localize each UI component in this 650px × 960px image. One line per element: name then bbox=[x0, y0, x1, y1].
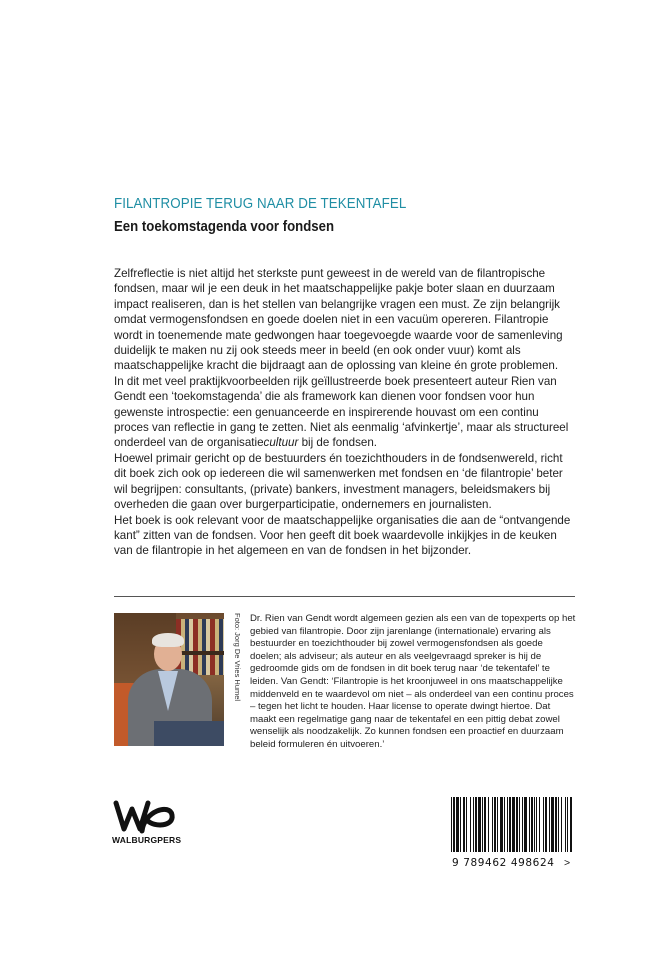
author-photo bbox=[114, 613, 224, 746]
publisher-name: WALBURGPERS bbox=[112, 835, 182, 845]
isbn-barcode bbox=[450, 797, 574, 852]
blurb-paragraph-2-start: In dit met veel praktijkvoorbeelden rijk geïllustreerde boek presenteert auteur Rien van Gendt een ‘toekomstagenda’ die als framework kan dienen voor fondsen voor hun gewenste introspectie: een genuanceerde en inspirerende houvast om een continu proces van reflectie in gang te zetten. Niet als eenmalig ‘afvinkertje’, maar als structureel onderdeel van de organisatie bbox=[114, 374, 569, 450]
blurb-text bbox=[114, 266, 576, 559]
book-subtitle: Een toekomstagenda voor fondsen bbox=[114, 218, 335, 235]
blurb-paragraph-2 bbox=[114, 374, 576, 451]
blurb-emphasis: cultuur bbox=[263, 436, 299, 450]
photo-credit: Foto: Jorg De Vries Humel bbox=[233, 613, 242, 702]
author-bio bbox=[250, 613, 576, 752]
isbn-arrow: > bbox=[564, 857, 571, 869]
blurb-paragraph-1: Zelfreflectie is niet altijd het sterkste punt geweest in de wereld van de filantropische fondsen, maar wil je een deuk in het maatschappelijke pakje boter slaan en duurzaam impact realiseren, dan is het stellen van belangrijke vragen een must. Ze zijn belangrijk omdat vermogensfondsen en goede doelen niet in een vacuüm opereren. Filantropie wordt in toenemende mate gedwongen haar toegevoegde waarde voor de samenleving duidelijk te maken nu zij ook steeds meer in beeld (en ook onder vuur) komt als maatschappelijke kracht die bijdraagt aan de oplossing van kleine én grote problemen. bbox=[114, 267, 563, 373]
blurb-paragraph-4: Het boek is ook relevant voor de maatschappelijke organisaties die aan de “ontvangende kant” zitten van de fondsen. Voor hen geeft dit boek waardevolle inkijkjes in de keuken van de filantropie in het algemeen en van de fondsen in het bijzonder. bbox=[114, 513, 571, 558]
author-bio-text: Dr. Rien van Gendt wordt algemeen gezien als een van de topexperts op het gebied van filantropie. Door zijn jarenlange (internationale) ervaring als bestuurder en toezichthouder bij zowel vermogensfondsen als goede doelen; als adviseur; als auteur en als veelgevraagd spreker is hij de gedroomde gids om de fondsen in dit boek terug naar ‘de tekentafel’ te leiden. Van Gendt: ‘Filantropie is het kroonjuweel in ons maatschappelijke middenveld en te waardevol om niet – als onderdeel van een continu proces – tegen het licht te houden. Haar license to operate dwingt hiertoe. Dat maakt een regelmatige gang naar de tekentafel en een pittig debat zowel wenselijk als noodzakelijk. Zo kunnen fondsen een proactief en duurzaam beleid formuleren én uitvoeren.’ bbox=[250, 613, 576, 750]
blurb-paragraph-3: Hoewel primair gericht op de bestuurders én toezichthouders in de fondsenwereld, richt dit boek zich ook op iedereen die wil samenwerken met fondsen en ‘de filantropie’ beter wil begrijpen: consultants, (private) bankers, investment managers, beleidsmakers bij overheden die gaan over burgerparticipatie, ondernemers en journalisten. bbox=[114, 451, 563, 512]
book-title: FILANTROPIE TERUG NAAR DE TEKENTAFEL bbox=[114, 196, 407, 212]
blurb-paragraph-2-end: bij de fondsen. bbox=[298, 436, 377, 450]
section-divider bbox=[114, 596, 575, 597]
isbn-number: 9 789462 498624 bbox=[452, 857, 555, 869]
